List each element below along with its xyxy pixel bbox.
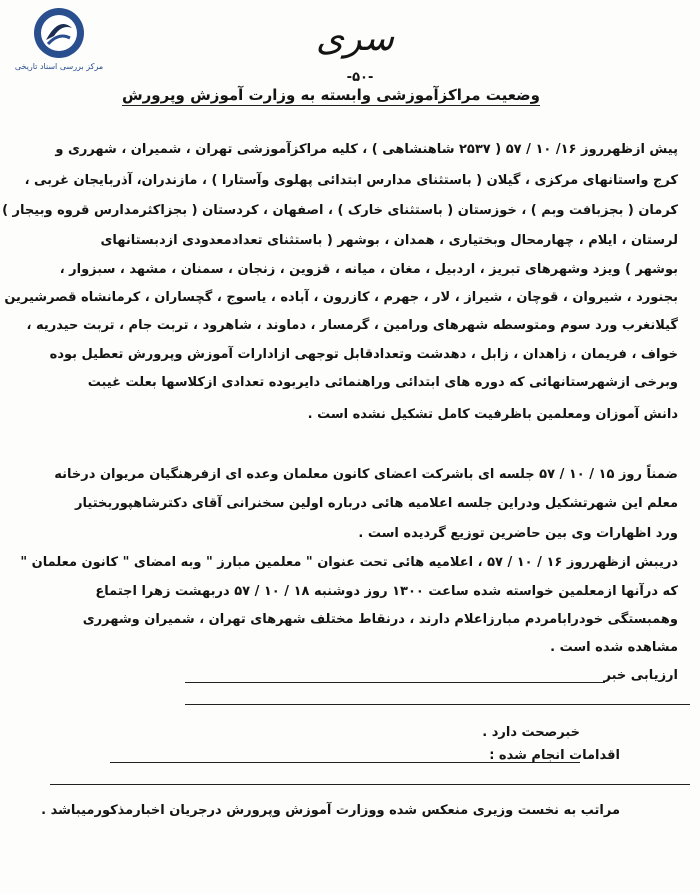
body-line: وبرخی ازشهرستانهائی که دوره های ابتدائی وراهنمائی دایربوده تعدادی ازکلاسها بعلت غیبت — [87, 375, 678, 390]
body-line: بجنورد ، شیروان ، قوچان ، شیراز ، لار ، جهرم ، کازرون ، آباده ، یاسوج ، گچساران ، کرمانشاه قصرشیرین — [4, 290, 678, 305]
body-line: ضمناً روز ۱۵ / ۱۰ / ۵۷ جلسه ای باشرکت اعضای کانون معلمان وعده ای ازفرهنگیان مریوان درخانه — [54, 467, 678, 482]
body-line: مشاهده شده است . — [550, 640, 678, 655]
footer-note: مراتب به نخست وزیری منعکس شده ووزارت آموزش وپرورش درجریان اخبارمذکورمیباشد . — [41, 803, 620, 818]
body-line: ورد اظهارات وی بین حاضرین توزیع گردیده است . — [358, 526, 678, 541]
body-line: وهمبستگی خودرابامردم مبارزاعلام دارند ، درنقاط مختلف شهرهای تهران ، شمیران وشهرری — [82, 612, 678, 627]
body-line: خواف ، فریمان ، زاهدان ، زابل ، دهدشت وتعدادقابل توجهی ازادارات آموزش وپرورش تعطیل بوده — [49, 347, 678, 362]
verification-text: خبرصحت دارد . — [482, 725, 580, 740]
assessment-label: ارزیابی خبر — [603, 668, 678, 683]
body-line: گیلانغرب ورد سوم ومتوسطه شهرهای ورامین ، گرمسار ، دماوند ، شاهرود ، تربت جام ، تربت حیدریه ، — [26, 318, 678, 333]
body-line: کرج واستانهای مرکزی ، گیلان ( باستثنای مدارس ابتدائی پهلوی وآستارا ) ، مازندران، آذربایجان غربی ، — [24, 173, 678, 188]
body-line: کرمان ( بجزبافت وبم ) ، خوزستان ( باستثنای خارک ) ، اصفهان ، کردستان ( بجزاکثرمدارس قروه وبیجار ) — [2, 203, 678, 218]
body-line: بوشهر ) ویزد وشهرهای تبریز ، اردبیل ، مغان ، میانه ، قزوین ، زنجان ، سمنان ، مشهد ، سبزوار ، — [59, 262, 678, 277]
assessment-rule — [185, 682, 605, 683]
logo-caption: مرکز بررسی اسناد تاریخی — [14, 62, 104, 71]
footer-rule — [50, 784, 690, 785]
body-line: پیش ازظهرروز ۱۶/ ۱۰ / ۵۷ ( ۲۵۳۷ شاهنشاهی ) ، کلیه مراکزآموزشی تهران ، شمیران ، شهرری و — [55, 142, 678, 157]
body-line: لرستان ، ایلام ، چهارمحال وبختیاری ، همدان ، بوشهر ( باستثنای تعدادمعدودی ازدبستانهای — [100, 233, 678, 248]
divider-rule — [185, 704, 690, 705]
page-number: -۵۰- — [346, 70, 374, 85]
body-line: معلم این شهرتشکیل ودراین جلسه اعلامیه هائی درباره اولین سخنرانی آقای دکترشاهپوربختیار — [75, 496, 678, 511]
body-line: که درآنها ازمعلمین خواسته شده ساعت ۱۳۰۰ روز دوشنبه ۱۸ / ۱۰ / ۵۷ دربهشت زهرا اجتماع — [95, 584, 678, 599]
document-title: وضعیت مراکزآموزشی وابسته به وزارت آموزش وپرورش — [121, 86, 540, 104]
body-line: دریبش ازظهرروز ۱۶ / ۱۰ / ۵۷ ، اعلامیه هائی تحت عنوان " معلمین مبارز " وبه امضای " کانون معلمان " — [20, 555, 678, 570]
body-line: دانش آموزان ومعلمین باظرفیت کامل تشکیل نشده است . — [307, 407, 678, 422]
actions-rule — [110, 762, 580, 763]
archive-logo — [14, 6, 104, 82]
actions-label: اقدامات انجام شده : — [489, 748, 620, 763]
archive-logo-icon — [32, 6, 86, 60]
classification-mark: سری — [315, 18, 395, 59]
